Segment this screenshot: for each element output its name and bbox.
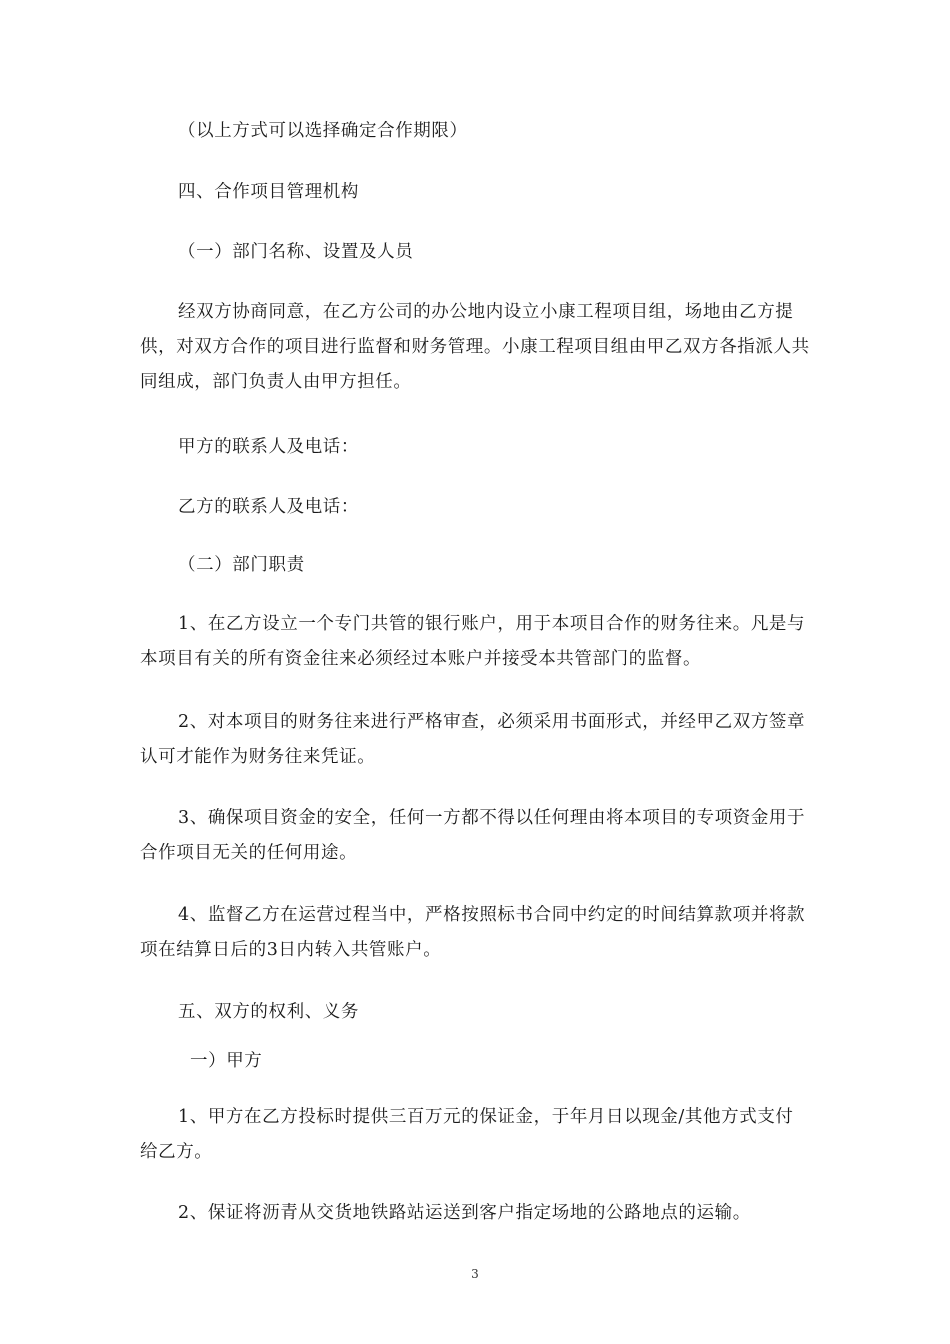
paragraph-duty-3: 3、确保项目资金的安全，任何一方都不得以任何理由将本项目的专项资金用于合作项目无关的任何用途。 [140,808,806,863]
subsection-heading-department: （一）部门名称、设置及人员 [178,242,414,262]
subsection-heading-party-a: 一）甲方 [190,1051,263,1071]
paragraph-party-b-contact: 乙方的联系人及电话： [178,497,359,517]
paragraph-party-a-item-2: 2、保证将沥青从交货地铁路站运送到客户指定场地的公路地点的运输。 [178,1203,751,1223]
section-heading-management: 四、合作项目管理机构 [178,182,359,202]
paragraph-duty-4: 4、监督乙方在运营过程当中，严格按照标书合同中约定的时间结算款项并将款项在结算日后的3日内转入共管账户。 [140,905,806,960]
paragraph-party-a-contact: 甲方的联系人及电话： [178,437,359,457]
paragraph-party-a-item-1: 1、甲方在乙方投标时提供三百万元的保证金，于年月日以现金/其他方式支付给乙方。 [140,1107,794,1162]
paragraph-duty-2: 2、对本项目的财务往来进行严格审查，必须采用书面形式，并经甲乙双方签章认可才能作为财务往来凭证。 [140,712,806,767]
paragraph-agreement: 经双方协商同意，在乙方公司的办公地内设立小康工程项目组，场地由乙方提供，对双方合作的项目进行监督和财务管理。小康工程项目组由甲乙双方各指派人共同组成，部门负责人由甲方担任。 [140,302,810,392]
page-number: 3 [471,1267,479,1281]
paragraph-duty-1: 1、在乙方设立一个专门共管的银行账户，用于本项目合作的财务往来。凡是与本项目有关的所有资金往来必须经过本账户并接受本共管部门的监督。 [140,614,806,669]
section-heading-rights: 五、双方的权利、义务 [178,1002,359,1022]
subsection-heading-duties: （二）部门职责 [178,555,305,575]
paragraph-term-note: （以上方式可以选择确定合作期限） [178,121,468,141]
